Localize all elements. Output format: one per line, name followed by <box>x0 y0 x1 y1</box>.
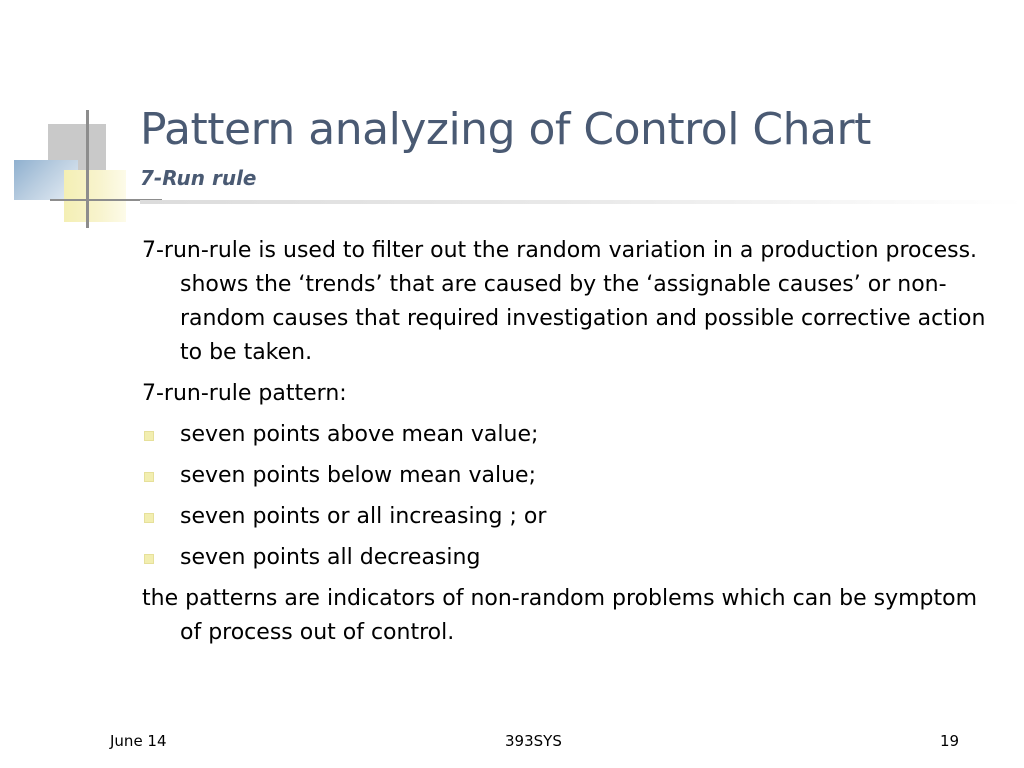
pattern-heading: 7-run-rule pattern: <box>142 381 347 406</box>
square-bullet-icon <box>144 431 154 441</box>
footer-course-code: 393SYS <box>505 732 562 750</box>
bullet-item <box>142 459 992 493</box>
title-divider <box>140 200 1024 204</box>
square-bullet-icon <box>144 513 154 523</box>
slide-body <box>142 234 992 657</box>
bullet-text: seven points all decreasing <box>180 545 481 570</box>
corner-decoration-graphic <box>0 0 160 240</box>
square-bullet-icon <box>144 554 154 564</box>
pattern-bullet-list <box>142 418 992 575</box>
intro-paragraph: 7-run-rule is used to filter out the random variation in a production process. shows the ‘trends’ that are caused by the ‘assignable causes’ or non-random causes that required investigation and possible corrective action to be taken. <box>142 238 986 365</box>
decor-vertical-line <box>86 110 89 228</box>
bullet-text: seven points or all increasing ; or <box>180 504 547 529</box>
bullet-item <box>142 418 992 452</box>
footer-date: June 14 <box>110 732 167 750</box>
slide-title: Pattern analyzing of Control Chart <box>140 104 871 155</box>
conclusion-paragraph: the patterns are indicators of non-random problems which can be symptom of process out of control. <box>142 586 978 645</box>
decor-yellow-square <box>64 170 126 222</box>
bullet-item <box>142 541 992 575</box>
bullet-text: seven points above mean value; <box>180 422 539 447</box>
bullet-item <box>142 500 992 534</box>
square-bullet-icon <box>144 472 154 482</box>
footer-page-number: 19 <box>940 732 960 750</box>
bullet-text: seven points below mean value; <box>180 463 536 488</box>
slide-subtitle: 7-Run rule <box>140 166 257 190</box>
